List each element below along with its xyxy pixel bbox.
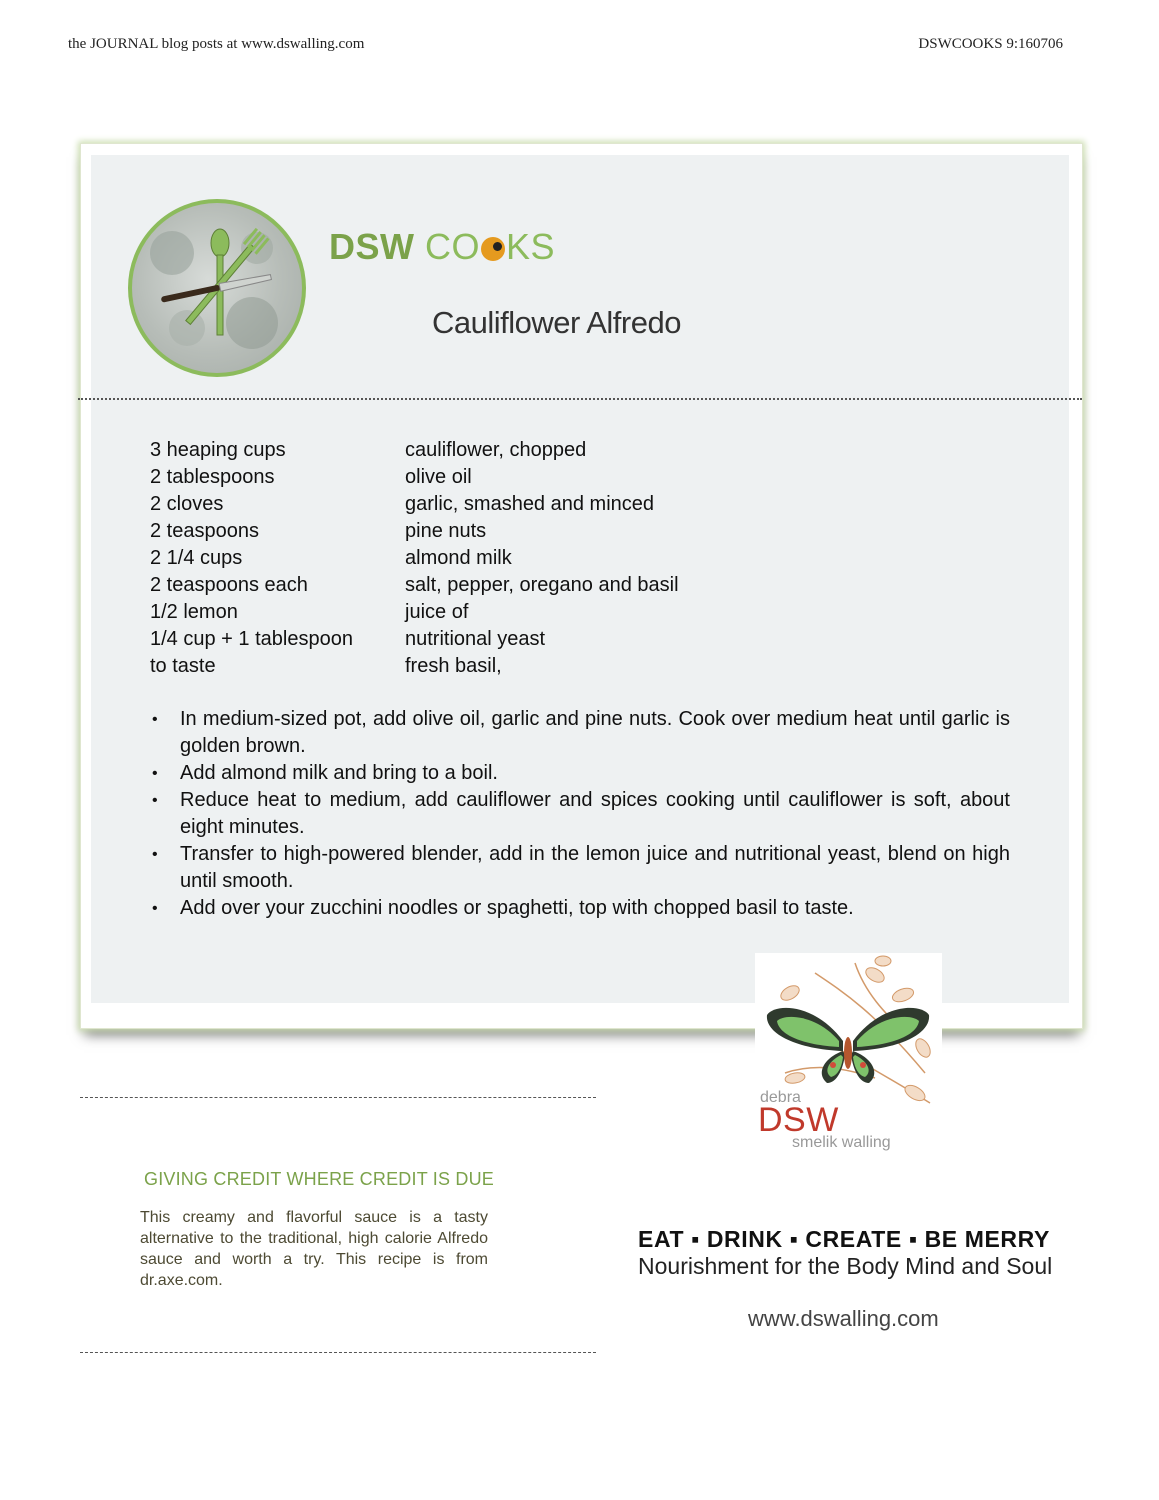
brand-co: CO bbox=[425, 226, 481, 267]
instruction-step: • In medium-sized pot, add olive oil, garlic and pine nuts. Cook over medium heat until garlic is golden brown. bbox=[150, 706, 1010, 760]
ingredient-qty: 2 cloves bbox=[150, 493, 224, 515]
ingredient-qty: 1/2 lemon bbox=[150, 601, 238, 623]
signature-first-name: debra bbox=[760, 1089, 801, 1106]
running-header-right: DSWCOOKS 9:160706 bbox=[918, 36, 1063, 52]
running-header-left: the JOURNAL blog posts at www.dswalling.com bbox=[68, 36, 365, 52]
divider bbox=[80, 1097, 596, 1098]
credit-body: This creamy and flavorful sauce is a tasty alternative to the traditional, high calorie Alfredo sauce and worth a try. This recipe is from dr.axe.com. bbox=[140, 1209, 488, 1289]
ingredient-qty: 2 teaspoons each bbox=[150, 574, 308, 596]
ingredient-qty: 1/4 cup + 1 tablespoon bbox=[150, 628, 353, 650]
ingredient-qty: 3 heaping cups bbox=[150, 439, 286, 461]
ingredient-item: garlic, smashed and minced bbox=[405, 493, 655, 515]
sub-tagline: Nourishment for the Body Mind and Soul bbox=[638, 1253, 1053, 1279]
divider bbox=[80, 1352, 596, 1353]
eye-icon bbox=[481, 237, 505, 261]
ingredient-item: fresh basil, bbox=[405, 655, 502, 677]
ingredient-item: pine nuts bbox=[405, 520, 487, 542]
website-link[interactable]: www.dswalling.com bbox=[748, 1306, 939, 1331]
ingredient-qty: 2 1/4 cups bbox=[150, 547, 243, 569]
ingredient-item: olive oil bbox=[405, 466, 472, 488]
brand-ks: KS bbox=[506, 226, 556, 267]
instruction-step: • Add almond milk and bring to a boil. bbox=[150, 760, 1010, 787]
ingredient-qty: to taste bbox=[150, 655, 216, 677]
instruction-list bbox=[150, 706, 1010, 922]
divider bbox=[78, 398, 1082, 400]
brand-logo-text bbox=[329, 226, 555, 268]
ingredient-item: cauliflower, chopped bbox=[405, 439, 587, 461]
signature-mark: DSW bbox=[758, 1101, 839, 1139]
utensils-logo-icon bbox=[128, 199, 306, 377]
ingredient-item: nutritional yeast bbox=[405, 628, 546, 650]
credit-heading: GIVING CREDIT WHERE CREDIT IS DUE bbox=[144, 1169, 494, 1189]
ingredient-item: juice of bbox=[405, 601, 469, 623]
signature-last-name: smelik walling bbox=[792, 1134, 891, 1151]
ingredient-item: almond milk bbox=[405, 547, 512, 569]
tagline: EAT ▪ DRINK ▪ CREATE ▪ BE MERRY bbox=[638, 1226, 1050, 1252]
brand-dsw: DSW bbox=[329, 226, 415, 267]
ingredient-item: salt, pepper, oregano and basil bbox=[405, 574, 679, 596]
instruction-step: • Add over your zucchini noodles or spaghetti, top with chopped basil to taste. bbox=[150, 895, 1010, 922]
instruction-step: • Transfer to high-powered blender, add in the lemon juice and nutritional yeast, blend on high until smooth. bbox=[150, 841, 1010, 895]
ingredient-qty: 2 tablespoons bbox=[150, 466, 275, 488]
ingredient-qty: 2 teaspoons bbox=[150, 520, 259, 542]
instruction-step: • Reduce heat to medium, add cauliflower and spices cooking until cauliflower is soft, about eight minutes. bbox=[150, 787, 1010, 841]
recipe-title: Cauliflower Alfredo bbox=[432, 305, 681, 340]
